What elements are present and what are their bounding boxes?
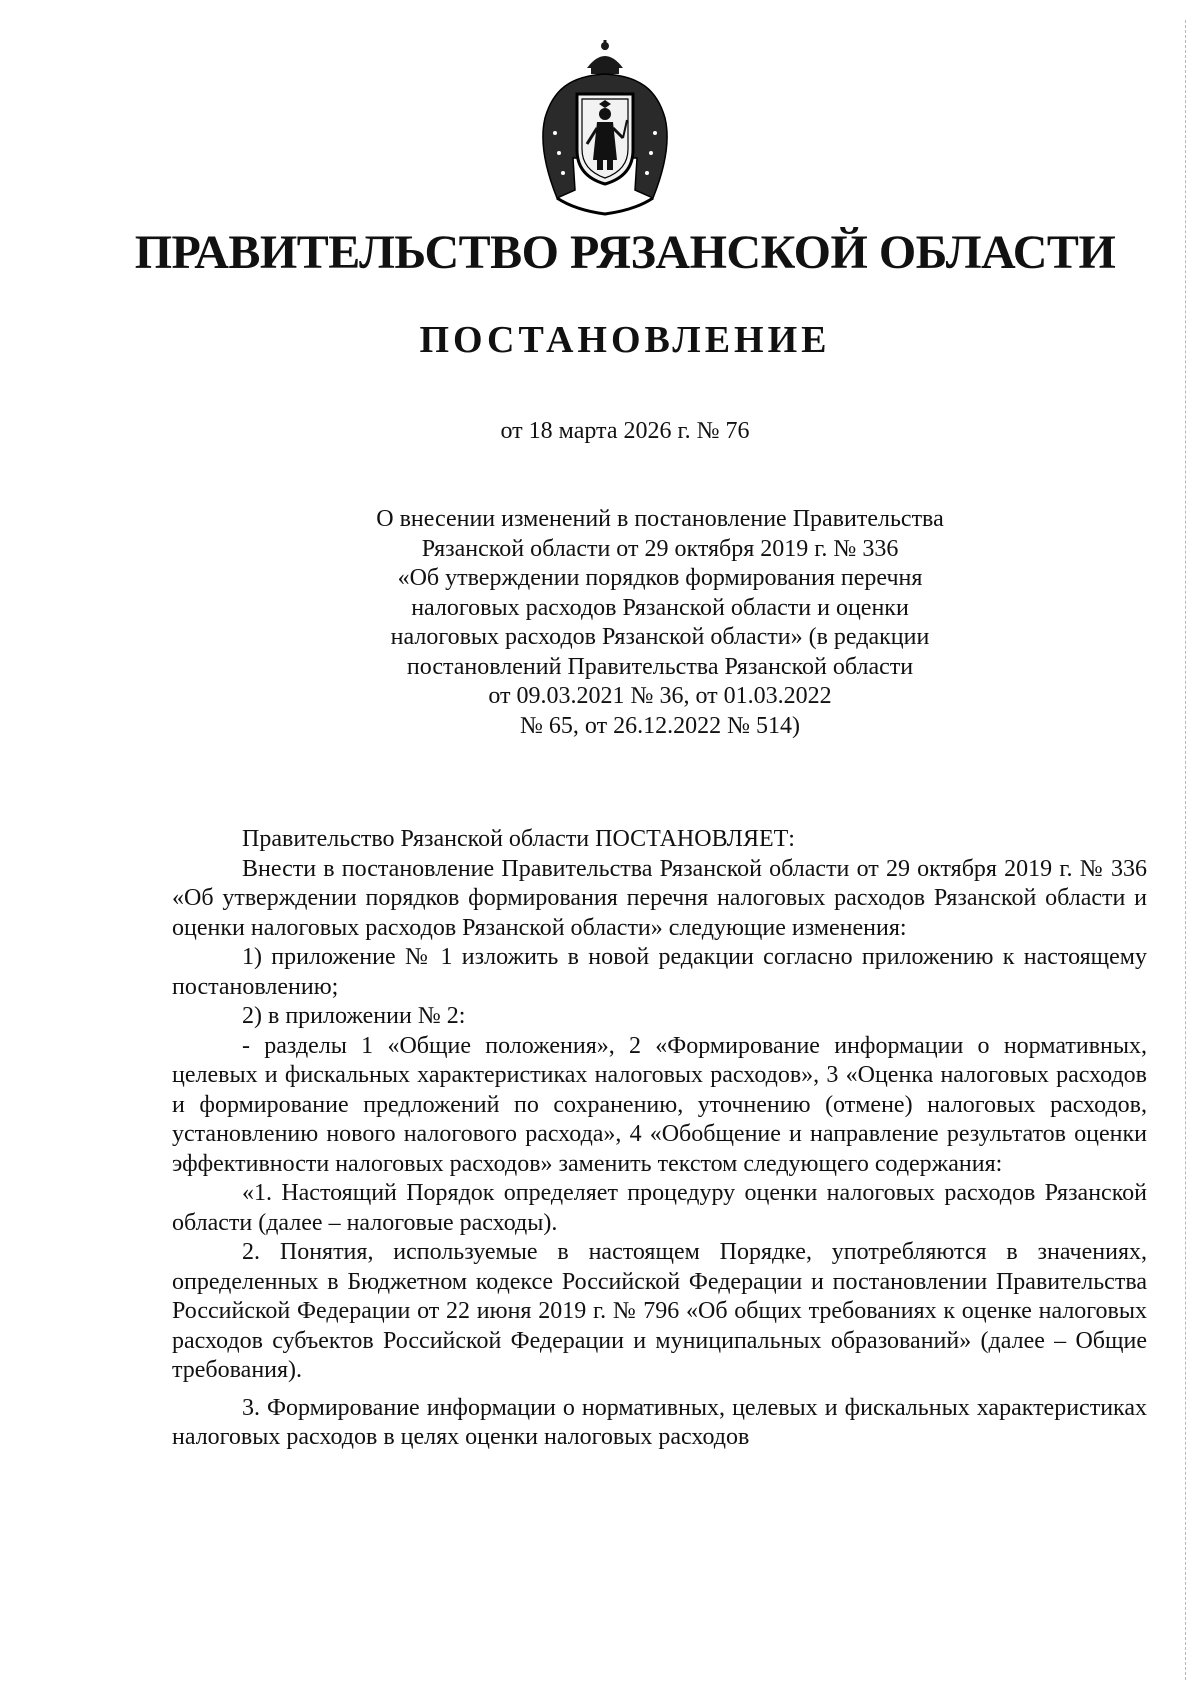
- organization-title: ПРАВИТЕЛЬСТВО РЯЗАНСКОЙ ОБЛАСТИ: [134, 226, 1116, 279]
- subject-line: Рязанской области от 29 октября 2019 г. № 336: [421, 535, 899, 562]
- body-paragraph: 3. Формирование информации о нормативных, целевых и фискальных характеристиках налоговых расходов в целях оценки налоговых расходов: [172, 1394, 1147, 1450]
- body-paragraph: Внести в постановление Правительства Рязанской области от 29 октября 2019 г. № 336 «Об утверждении порядков формирования перечня налоговых расходов Рязанской области и оценки налоговых расходов Рязанской области» следующие изменения:: [172, 855, 1147, 941]
- subject-line: налоговых расходов Рязанской области» (в редакции: [390, 624, 930, 650]
- subject-line: налоговых расходов Рязанской области и оценки: [411, 594, 909, 621]
- document-type: ПОСТАНОВЛЕНИЕ: [419, 319, 831, 361]
- body-paragraph: «1. Настоящий Порядок определяет процедуру оценки налоговых расходов Рязанской области (далее – налоговые расходы).: [172, 1180, 1147, 1236]
- document-date-number: от 18 марта 2026 г. № 76: [500, 418, 750, 444]
- body-paragraph: 2) в приложении № 2:: [242, 1003, 466, 1029]
- ryazan-coat-of-arms-icon: [535, 38, 675, 216]
- subject-line: О внесении изменений в постановление Правительства: [376, 506, 944, 532]
- subject-line: постановлений Правительства Рязанской области: [406, 653, 914, 680]
- subject-line: № 65, от 26.12.2022 № 514): [520, 712, 800, 739]
- subject-line: от 09.03.2021 № 36, от 01.03.2022: [488, 683, 832, 709]
- document-body: [172, 825, 1147, 1453]
- subject-line: «Об утверждении порядков формирования перечня: [397, 565, 923, 591]
- document-subject: [300, 505, 1020, 741]
- body-paragraph: 2. Понятия, используемые в настоящем Порядке, употребляются в значениях, определенных в Бюджетном кодексе Российской Федерации и постановлении Правительства Российской Федерации от 22 июня 2019 г. № 796 «Об общих требованиях к оценке налоговых расходов субъектов Российской Федерации и муниципальных образований» (далее – Общие требования).: [172, 1239, 1147, 1383]
- body-paragraph: Правительство Рязанской области ПОСТАНОВЛЯЕТ:: [242, 826, 795, 852]
- body-paragraph: - разделы 1 «Общие положения», 2 «Формирование информации о нормативных, целевых и фискальных характеристиках налоговых расходов», 3 «Оценка налоговых расходов и формирование предложений по сохранению, уточнению (отмене) налоговых расходов, установлению нового налогового расхода», 4 «Обобщение и направление результатов оценки эффективности налоговых расходов» заменить текстом следующего содержания:: [172, 1032, 1147, 1177]
- body-paragraph: 1) приложение № 1 изложить в новой редакции согласно приложению к настоящему постановлению;: [172, 944, 1147, 1000]
